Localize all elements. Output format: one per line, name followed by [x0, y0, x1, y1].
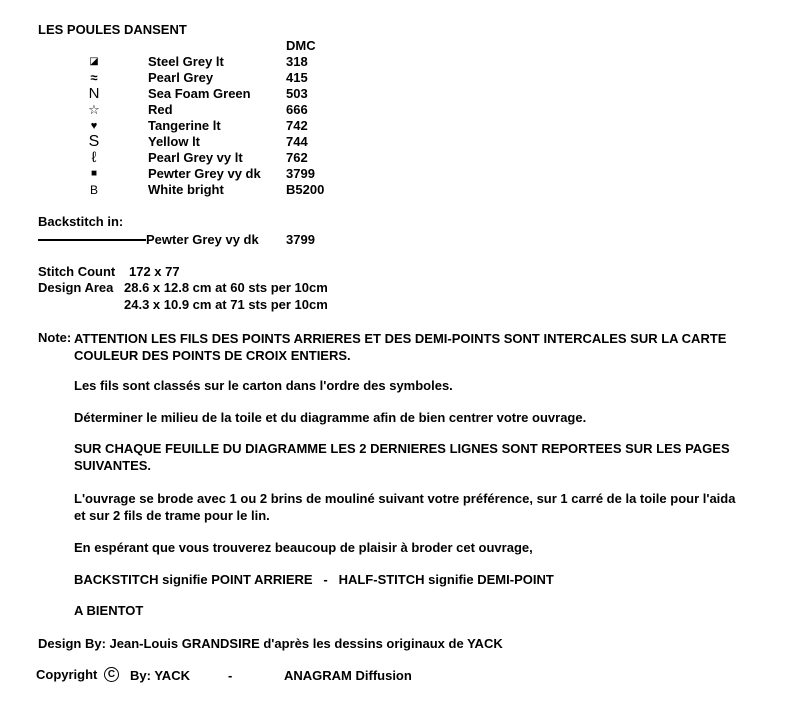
symbol-icon: B [89, 183, 98, 197]
page-title: LES POULES DANSENT [38, 22, 187, 37]
design-by: Design By: Jean-Louis GRANDSIRE d'après les dessins originaux de YACK [38, 636, 503, 651]
design-area-line: 28.6 x 12.8 cm at 60 sts per 10cm [124, 280, 328, 295]
backstitch-heading: Backstitch in: [38, 214, 124, 229]
floss-dmc: 415 [286, 70, 308, 85]
floss-dmc: 666 [286, 102, 308, 117]
backstitch-dmc: 3799 [286, 232, 315, 247]
note-paragraph: SUIVANTES. [74, 458, 152, 473]
floss-dmc: 762 [286, 150, 308, 165]
copyright-by: By: YACK [130, 668, 190, 683]
note-paragraph: SUR CHAQUE FEUILLE DU DIAGRAMME LES 2 DERNIERES LIGNES SONT REPORTEES SUR LES PAGES [74, 441, 730, 456]
floss-name: Sea Foam Green [148, 86, 251, 101]
copyright-symbol-icon: C [104, 667, 119, 682]
symbol-icon: ≈ [90, 70, 98, 85]
floss-dmc: 318 [286, 54, 308, 69]
note-paragraph: En espérant que vous trouverez beaucoup de plaisir à broder cet ouvrage, [74, 540, 533, 555]
note-paragraph: et sur 2 fils de trame pour le lin. [74, 508, 270, 523]
note-paragraph: ATTENTION LES FILS DES POINTS ARRIERES ET DES DEMI-POINTS SONT INTERCALES SUR LA CARTE [74, 331, 727, 346]
design-area-label: Design Area [38, 280, 114, 295]
note-label: Note: [38, 330, 72, 345]
note-paragraph: BACKSTITCH signifie POINT ARRIERE - HALF-STITCH signifie DEMI-POINT [74, 572, 554, 587]
floss-dmc: 744 [286, 134, 308, 149]
floss-dmc: B5200 [286, 182, 325, 197]
symbol-icon: ■ [90, 168, 98, 179]
copyright-label: Copyright [36, 667, 98, 682]
distributor: ANAGRAM Diffusion [284, 668, 412, 683]
floss-dmc: 742 [286, 118, 308, 133]
stitch-count-value: 172 x 77 [129, 264, 180, 279]
note-paragraph: A BIENTOT [74, 603, 144, 618]
floss-name: Red [148, 102, 173, 117]
floss-dmc: 3799 [286, 166, 315, 181]
floss-name: Pearl Grey [148, 70, 214, 85]
symbol-icon: ♥ [90, 120, 98, 132]
stitch-count-label: Stitch Count [38, 264, 116, 279]
copyright-dash: - [228, 668, 233, 683]
design-area-line: 24.3 x 10.9 cm at 71 sts per 10cm [124, 297, 328, 312]
floss-dmc: 503 [286, 86, 308, 101]
floss-name: Tangerine lt [148, 118, 221, 133]
floss-name: Pewter Grey vy dk [148, 166, 261, 181]
backstitch-line [38, 239, 146, 241]
note-paragraph: Les fils sont classés sur le carton dans l'ordre des symboles. [74, 378, 453, 393]
dmc-header: DMC [286, 38, 316, 53]
note-paragraph: L'ouvrage se brode avec 1 ou 2 brins de mouliné suivant votre préférence, sur 1 carré de la toile pour l'aida [74, 491, 736, 506]
floss-name: White bright [148, 182, 224, 197]
floss-name: Steel Grey lt [148, 54, 224, 69]
backstitch-name: Pewter Grey vy dk [146, 232, 259, 247]
symbol-icon: N [88, 85, 100, 102]
floss-name: Yellow lt [148, 134, 201, 149]
note-paragraph: Déterminer le milieu de la toile et du diagramme afin de bien centrer votre ouvrage. [74, 410, 587, 425]
floss-name: Pearl Grey vy lt [148, 150, 243, 165]
symbol-icon: ◪ [89, 56, 99, 67]
symbol-icon: ☆ [88, 102, 100, 117]
symbol-icon: S [88, 133, 100, 150]
note-paragraph: COULEUR DES POINTS DE CROIX ENTIERS. [74, 348, 351, 363]
symbol-icon: ℓ [91, 149, 97, 166]
